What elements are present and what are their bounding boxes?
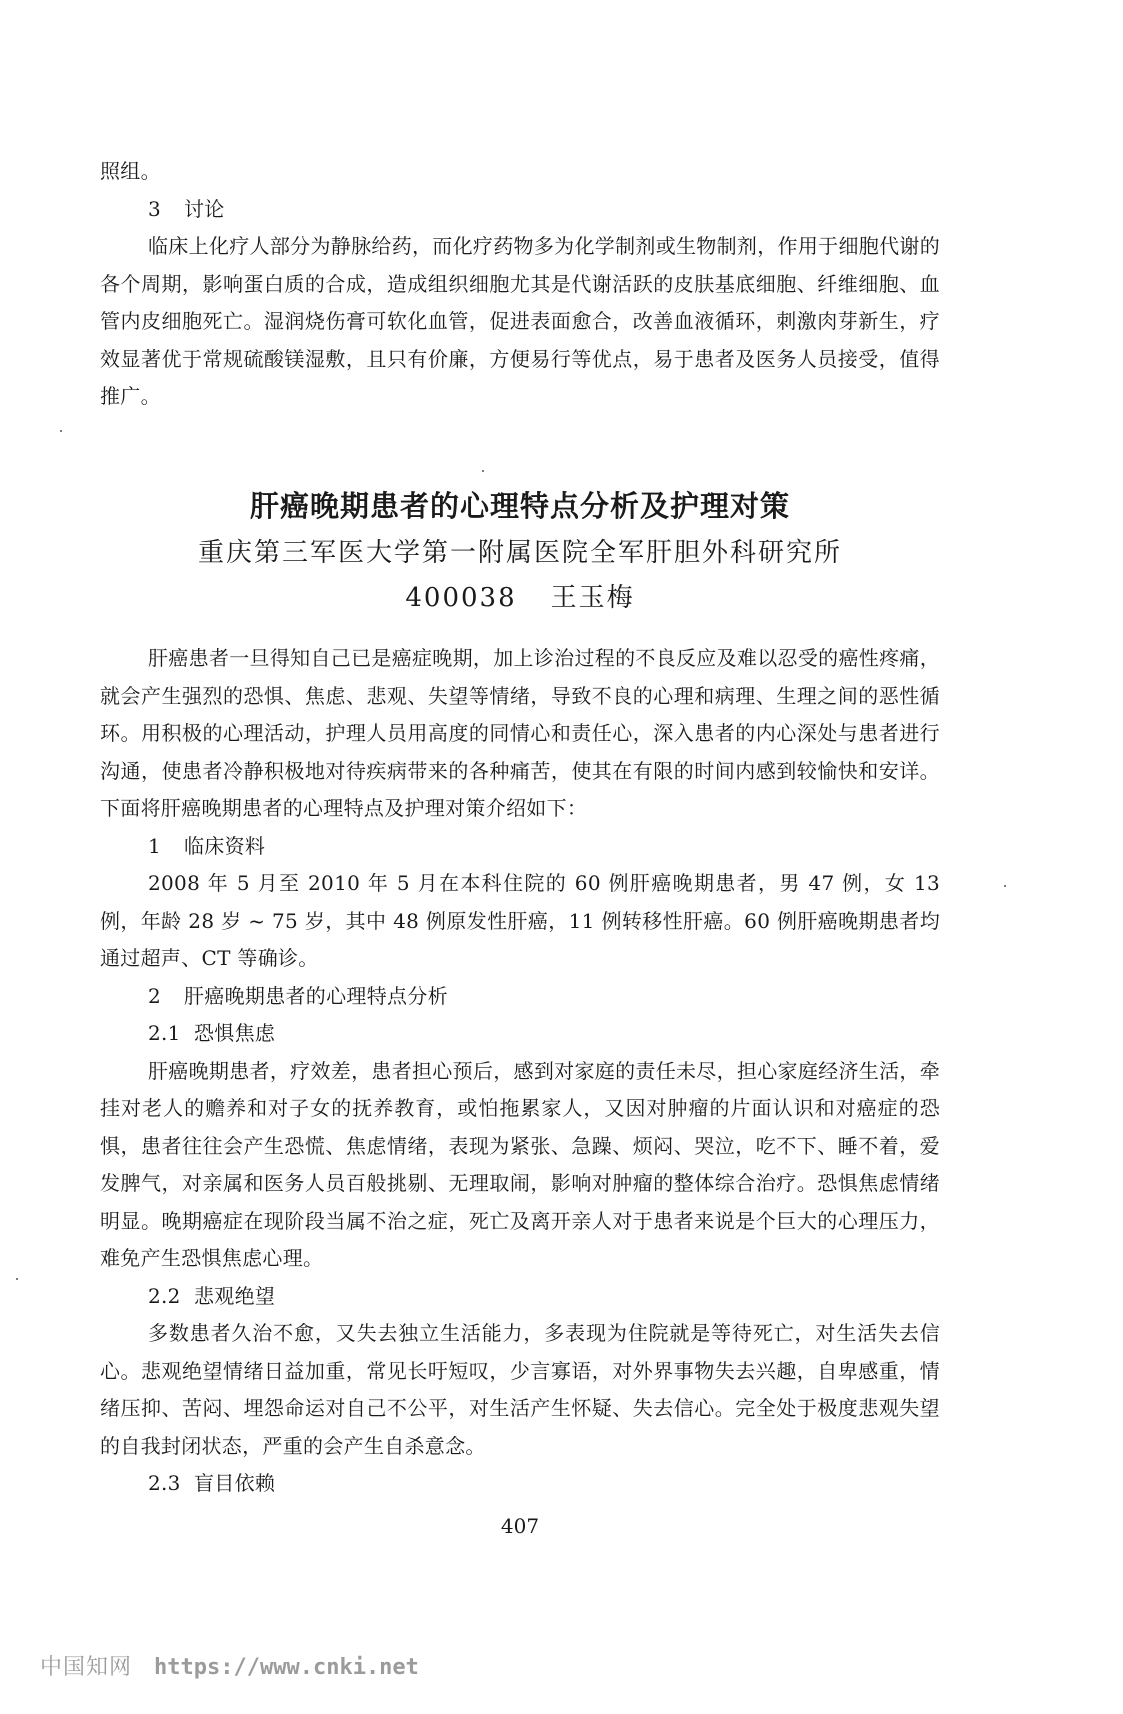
subsection-heading-dependence [100, 1465, 940, 1503]
author-affiliation: 重庆第三军医大学第一附属医院全军肝胆外科研究所 [197, 538, 842, 568]
watermark-site-name: 中国知网 [40, 1655, 133, 1680]
section-number: 1 [148, 833, 162, 858]
author-line [100, 576, 940, 621]
subsection-heading-fear-anxiety [100, 1015, 940, 1053]
previous-article-discussion [100, 153, 940, 416]
section-number: 3 [148, 196, 162, 221]
section-heading-discussion [100, 191, 940, 229]
fear-anxiety-paragraph: 肝癌晚期患者，疗效差，患者担心预后，感到对家庭的责任未尽，担心家庭经济生活，牵挂对老人的赡养和对子女的抚养教育，或怕拖累家人，又因对肿瘤的片面认识和对癌症的恐惧，患者往往会产生恐慌、焦虑情绪，表现为紧张、急躁、烦闷、哭泣，吃不下、睡不着，爱发脾气，对亲属和医务人员百般挑剔、无理取闹，影响对肿瘤的整体综合治疗。恐惧焦虑情绪明显。晚期癌症在现阶段当属不治之症，死亡及离开亲人对于患者来说是个巨大的心理压力，难免产生恐惧焦虑心理。 [100, 1058, 940, 1270]
clinical-data-paragraph: 2008 年 5 月至 2010 年 5 月在本科住院的 60 例肝癌晚期患者，男 47 例，女 13 例，年龄 28 岁 ~ 75 岁，其中 48 例原发性肝癌，11 例转移性肝癌。60 例肝癌晚期患者均通过超声、CT 等确诊。 [100, 871, 940, 970]
section-heading-psych-analysis [100, 978, 940, 1016]
section-number: 2.1 [148, 1021, 181, 1045]
scan-speck [16, 1278, 18, 1280]
article-body [100, 640, 940, 1503]
section-label: 恐惧焦虑 [194, 1021, 276, 1045]
scan-speck [482, 470, 484, 472]
section-number: 2.3 [148, 1471, 181, 1495]
author-name: 王玉梅 [550, 583, 635, 613]
intro-paragraph: 肝癌患者一旦得知自己已是癌症晚期，加上诊治过程的不良反应及难以忍受的癌性疼痛，就会产生强烈的恐惧、焦虑、悲观、失望等情绪，导致不良的心理和病理、生理之间的恶性循环。用积极的心理活动，护理人员用高度的同情心和责任心，深入患者的内心深处与患者进行沟通，使患者冷静积极地对待疾病带来的各种痛苦，使其在有限的时间内感到较愉快和安详。下面将肝癌晚期患者的心理特点及护理对策介绍如下： [100, 646, 940, 820]
pessimism-paragraph: 多数患者久治不愈，又失去独立生活能力，多表现为住院就是等待死亡，对生活失去信心。悲观绝望情绪日益加重，常见长吁短叹，少言寡语，对外界事物失去兴趣，自卑感重，情绪压抑、苦闷、埋怨命运对自己不公平，对生活产生怀疑、失去信心。完全处于极度悲观失望的自我封闭状态，严重的会产生自杀意念。 [100, 1321, 940, 1458]
discussion-paragraph: 临床上化疗人部分为静脉给药，而化疗药物多为化学制剂或生物制剂，作用于细胞代谢的各个周期，影响蛋白质的合成，造成组织细胞尤其是代谢活跃的皮肤基底细胞、纤维细胞、血管内皮细胞死亡。湿润烧伤膏可软化血管，促进表面愈合，改善血液循环，刺激肉芽新生，疗效显著优于常规硫酸镁湿敷，且只有价廉，方便易行等优点，易于患者及医务人员接受，值得推广。 [100, 234, 940, 408]
article-title: 肝癌晚期患者的心理特点分析及护理对策 [249, 489, 790, 523]
section-label: 盲目依赖 [194, 1471, 276, 1495]
page-number: 407 [500, 1514, 540, 1538]
cnki-watermark [40, 1650, 419, 1681]
section-label: 悲观绝望 [194, 1283, 276, 1308]
section-label: 临床资料 [184, 833, 266, 858]
section-number: 2.2 [148, 1283, 181, 1308]
section-label: 肝癌晚期患者的心理特点分析 [184, 983, 448, 1008]
postal-code: 400038 [405, 583, 517, 613]
section-label: 讨论 [184, 196, 225, 221]
subsection-heading-pessimism [100, 1278, 940, 1316]
section-number: 2 [148, 983, 162, 1008]
scan-speck [60, 430, 62, 432]
continuation-text: 照组。 [100, 159, 161, 183]
article-header [100, 485, 940, 621]
section-heading-clinical-data [100, 828, 940, 866]
watermark-url[interactable]: https://www.cnki.net [154, 1655, 419, 1680]
scan-speck [1004, 885, 1006, 887]
